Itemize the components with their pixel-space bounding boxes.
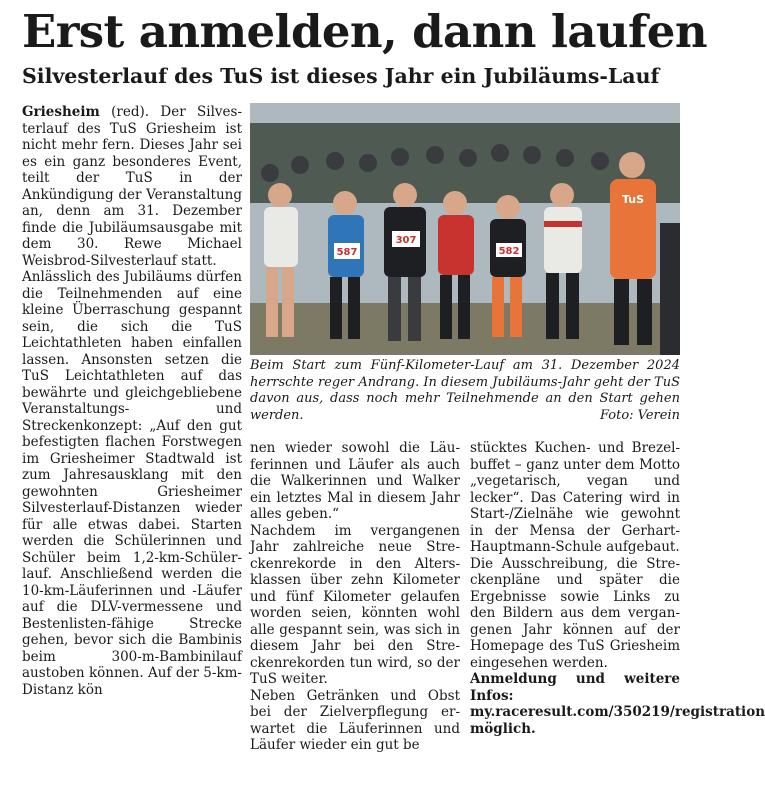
caption-text: Beim Start zum Fünf-Kilometer-Lauf am 31. Dezember 2024 herrschte reger Andrang. In diesem Jubiläums-Jahr geht der TuS davon aus, dass noch mehr Teilnehmende an den Start gehen werden. <box>250 358 680 423</box>
shirt-logo: TuS <box>621 193 645 206</box>
paragraph: Die Ausschreibung, die Streckenpläne und später die Ergebnisse sowie Links zu den Bildern aus dem vergangenen Jahr können auf der Homepage des TuS Griesheim eingesehen werden. <box>470 555 680 671</box>
bib-number: 587 <box>336 247 358 258</box>
article-column-2 <box>250 440 460 794</box>
paragraph-text: (red). Der Silvesterlauf des TuS Griesheim ist nicht mehr fern. Dieses Jahr sei es ein ganz besonderes Event, teilt der TuS in der Ankündigung der Veranstaltung an, denn am 31. Dezember finde die Jubiläumsausgabe mit dem 30. Rewe Michael Weisbrod-Silvesterlauf statt. <box>22 104 242 269</box>
paragraph: Nachdem im vergangenen Jahr zahlreiche neue Streckenrekorde in den Altersklassen über zehn Kilometer und fünf Kilometer gelaufen worden seien, könnten wohl alle gespannt sein, was sich in diesem Jahr bei den Streckenrekorden tun wird, so der TuS weiter. <box>250 522 460 687</box>
photo-caption <box>250 358 680 424</box>
article-column-3 <box>470 440 765 794</box>
article-column-1 <box>22 104 242 794</box>
paragraph: Anlässlich des Jubiläums dürfen die Teilnehmenden auf eine kleine Überraschung gespannt sein, die sich die TuS Leichtathleten haben einfallen lassen. Ansonsten setzen die TuS Leichtathleten auf das bewährte und gleichgebliebene Veranstaltungs- und Streckenkonzept: „Auf den gut befestigten flachen Forstwegen im Griesheimer Stadtwald ist zum Jahresausklang mit den gewohnten Griesheimer Silvesterlauf-Distanzen wieder für alle etwas dabei. Starten werden die Schülerinnen und Schüler beim 1,2-km-Schülerlauf. Anschließend werden die 10-km-Läuferinnen und -Läufer auf die DLV-vermessene und Bestenlisten-fähige Strecke gehen, bevor sich die Bambinis beim 300-m-Bambinilauf austoben können. Auf der 5-km-Distanz kön <box>22 269 242 698</box>
barrier <box>660 223 680 355</box>
subheadline: Silvesterlauf des TuS ist dieses Jahr ein Jubiläums-Lauf <box>22 64 660 88</box>
runners-illustration <box>250 103 680 355</box>
paragraph <box>22 104 242 269</box>
registration-info: Anmeldung und weitere Infos: my.raceresult.com/350219/registration möglich. <box>470 671 765 737</box>
paragraph: stücktes Kuchen- und Brezelbuffet – ganz unter dem Motto „vegetarisch, vegan und lecker“. Das Catering wird in Start-/Zielnähe wie gewohnt in der Mensa der Gerhart-Hauptmann-Schule aufgebaut. <box>470 440 680 555</box>
lead-place: Griesheim <box>22 104 100 120</box>
bib-number: 307 <box>395 235 417 246</box>
paragraph: nen wieder sowohl die Läuferinnen und Läufer als auch die Walkerinnen und Walker ein letztes Mal in diesem Jahr alles geben.“ <box>250 440 460 522</box>
race-start-photo <box>250 103 680 355</box>
headline: Erst anmelden, dann laufen <box>22 5 707 58</box>
photo-credit: Foto: Verein <box>599 407 680 423</box>
paragraph: Neben Getränken und Obst bei der Zielverpflegung erwartet die Läuferinnen und Läufer wieder ein gut be <box>250 687 460 753</box>
bib-number: 582 <box>498 246 520 257</box>
